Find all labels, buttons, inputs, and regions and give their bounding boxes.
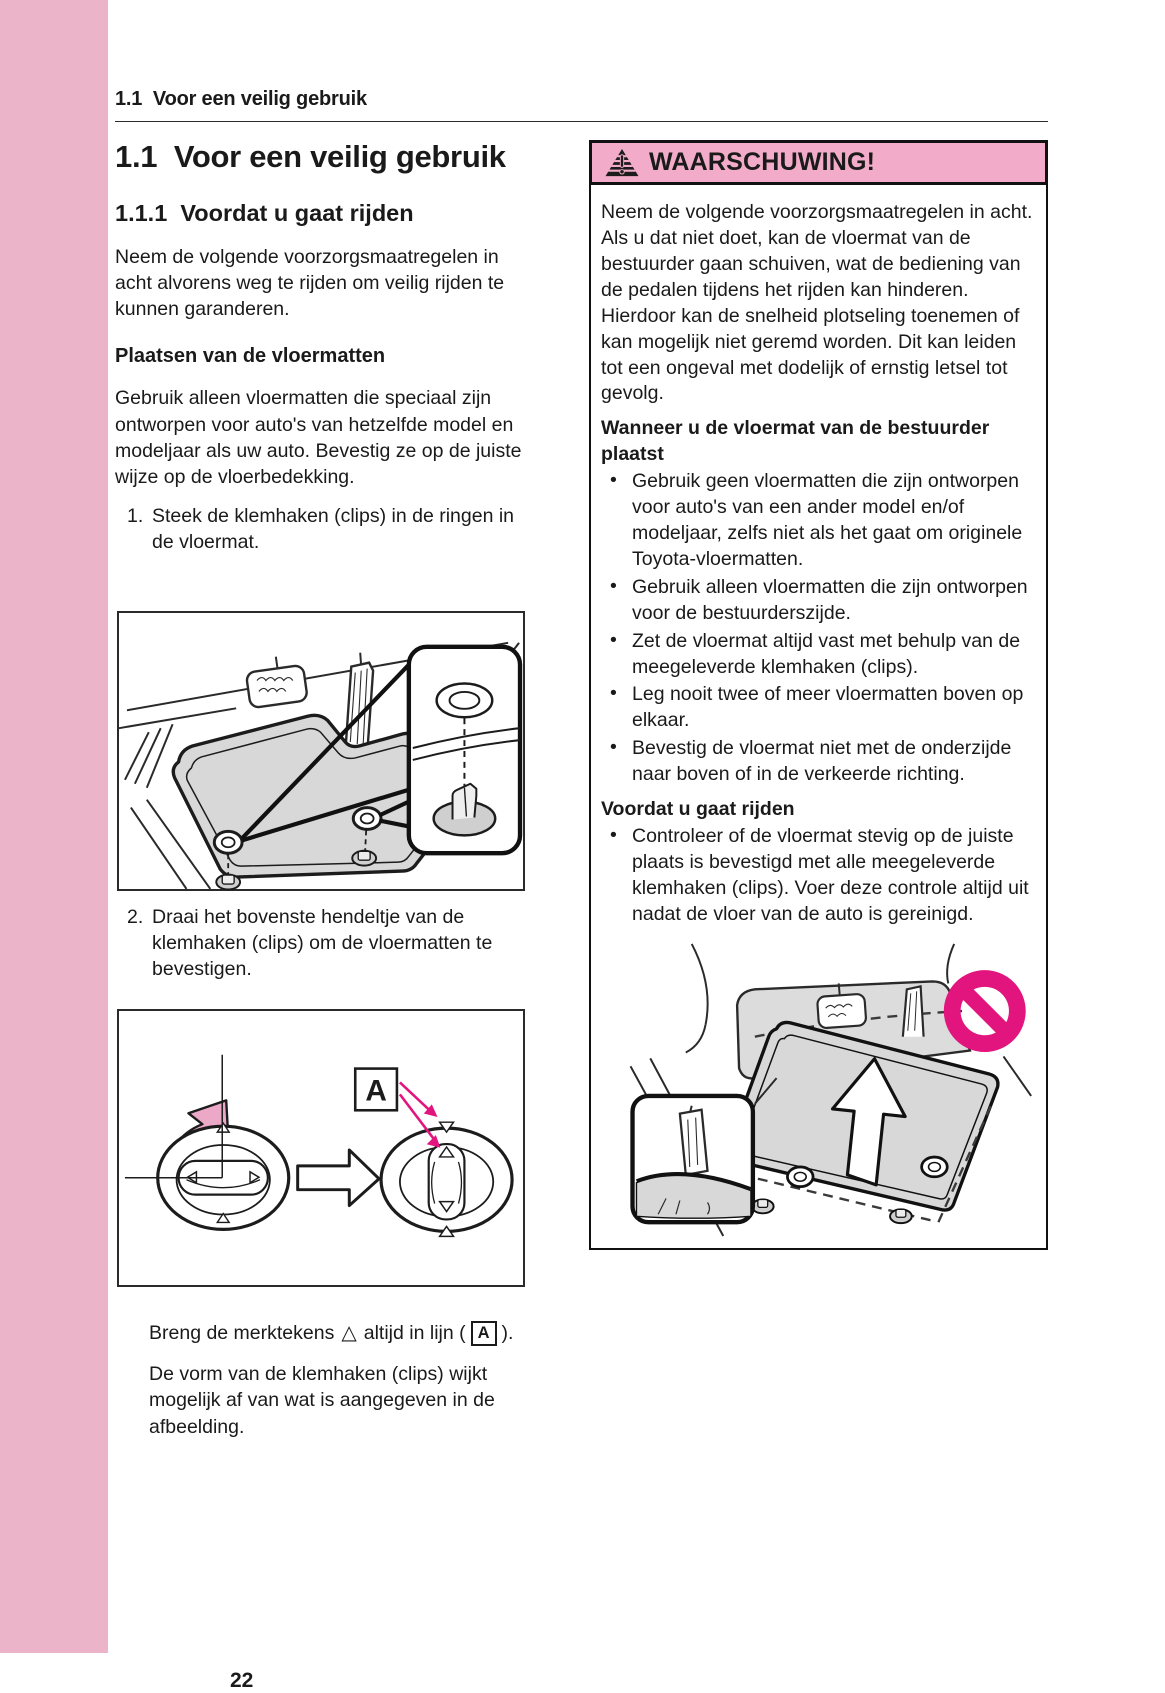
warning-bullet: • Gebruik geen vloermatten die zijn ontworpen voor auto's van een ander model en/of modeljaar, zelfs niet als het gaat om originele Toyota-vloermatten.	[601, 469, 1036, 573]
step-1-number: 1.	[127, 504, 144, 527]
right-block-arrow-icon	[298, 1149, 379, 1205]
clip-shape-note: De vorm van de klemhaken (clips) wijkt mogelijk af van wat is aangegeven in de afbeelding.	[149, 1362, 495, 1438]
topic-heading: Plaatsen van de vloermatten	[115, 345, 386, 368]
topic-paragraph: Gebruik alleen vloermatten die speciaal zijn ontworpen voor auto's van hetzelfde model en modeljaar als uw auto. Bevestig ze op de juiste wijze op de vloerbedekking.	[115, 387, 522, 488]
warning-bullet: • Zet de vloermat altijd vast met behulp van de meegeleverde klemhaken (clips).	[601, 629, 1036, 681]
step-2	[115, 904, 527, 982]
brake-pedal-small	[816, 994, 865, 1029]
section-title: 1.1 Voor een veilig gebruik	[115, 139, 506, 174]
page-number: 22	[230, 1669, 254, 1692]
clip-after	[381, 1122, 512, 1236]
boxed-a-label: A	[471, 1321, 497, 1346]
left-column	[115, 122, 527, 1440]
figure-wrong-mat	[601, 940, 1036, 1236]
step-2-text: Draai het bovenste hendeltje van de klemhaken (clips) om de vloermatten te bevestigen.	[152, 906, 493, 981]
two-column-layout	[115, 122, 1048, 1440]
subsection-title: 1.1.1 Voordat u gaat rijden	[115, 200, 414, 226]
clip-before	[125, 1054, 289, 1229]
warning-bullet: • Controleer of de vloermat stevig op de juiste plaats is bevestigd met alle meegeleverde klemhaken (clips). Voer deze controle altijd uit nadat de vloer van de auto is gereinigd.	[601, 824, 1036, 928]
warning-box	[589, 140, 1048, 1250]
warning-intro: Neem de volgende voorzorgsmaatregelen in acht. Als u dat niet doet, kan de vloermat van de bestuurder gaan schuiven, wat de bediening van de pedalen tijdens het rijden kan hinderen. Hierdoor kan de snelheid plotseling toenemen of kan mogelijk niet geremd worden. Dit kan leiden tot een ongeval met dodelijk of ernstig letsel tot gevolg.	[601, 201, 1033, 405]
warning-header	[589, 140, 1048, 185]
note-text-mid: altijd in lijn (	[363, 1321, 466, 1344]
step-2-number: 2.	[127, 906, 144, 929]
note-text-pre: Breng de merktekens	[149, 1321, 335, 1344]
page-edge-band	[0, 0, 108, 1653]
figure-floormat-clips	[117, 611, 525, 891]
warning-bullet: • Gebruik alleen vloermatten die zijn ontworpen voor de bestuurderszijde.	[601, 575, 1036, 627]
brake-pedal-drawing	[246, 657, 308, 708]
warning-subhead-before-driving: Voordat u gaat rijden	[601, 798, 795, 821]
warning-list-placing	[601, 469, 1036, 788]
page-content	[115, 88, 1048, 1692]
step-1-text: Steek de klemhaken (clips) in de ringen in de vloermat.	[152, 504, 515, 553]
warning-subhead-placing: Wanneer u de vloermat van de bestuurder plaatst	[601, 417, 990, 465]
note-text-end: ).	[501, 1321, 514, 1344]
alignment-label	[355, 1068, 397, 1110]
floormat-clips-illustration	[119, 613, 523, 889]
right-column	[589, 140, 1048, 1250]
warning-body	[591, 185, 1046, 1248]
callout-detail-box	[409, 647, 520, 853]
figure-clip-rotation	[117, 1009, 525, 1287]
running-header: 1.1 Voor een veilig gebruik	[115, 88, 367, 110]
warning-bullet: • Bevestig de vloermat niet met de onderzijde naar boven of in de verkeerde richting.	[601, 736, 1036, 788]
triangle-mark-glyph: △	[341, 1321, 357, 1344]
warning-list-before-driving	[601, 824, 1036, 928]
warning-bullet: • Leg nooit twee of meer vloermatten boven op elkaar.	[601, 682, 1036, 734]
wrong-mat-illustration	[604, 940, 1034, 1236]
alignment-note	[149, 1320, 527, 1347]
intro-paragraph: Neem de volgende voorzorgsmaatregelen in acht alvorens weg te rijden om veilig rijden te kunnen garanderen.	[115, 246, 505, 321]
clip-rotation-illustration	[119, 1011, 523, 1285]
warning-title: WAARSCHUWING!	[649, 148, 876, 176]
step-1	[115, 503, 527, 555]
floor-clips-small	[751, 1200, 911, 1224]
warning-triangle-icon	[604, 147, 640, 178]
alignment-label-letter: A	[365, 1073, 387, 1107]
